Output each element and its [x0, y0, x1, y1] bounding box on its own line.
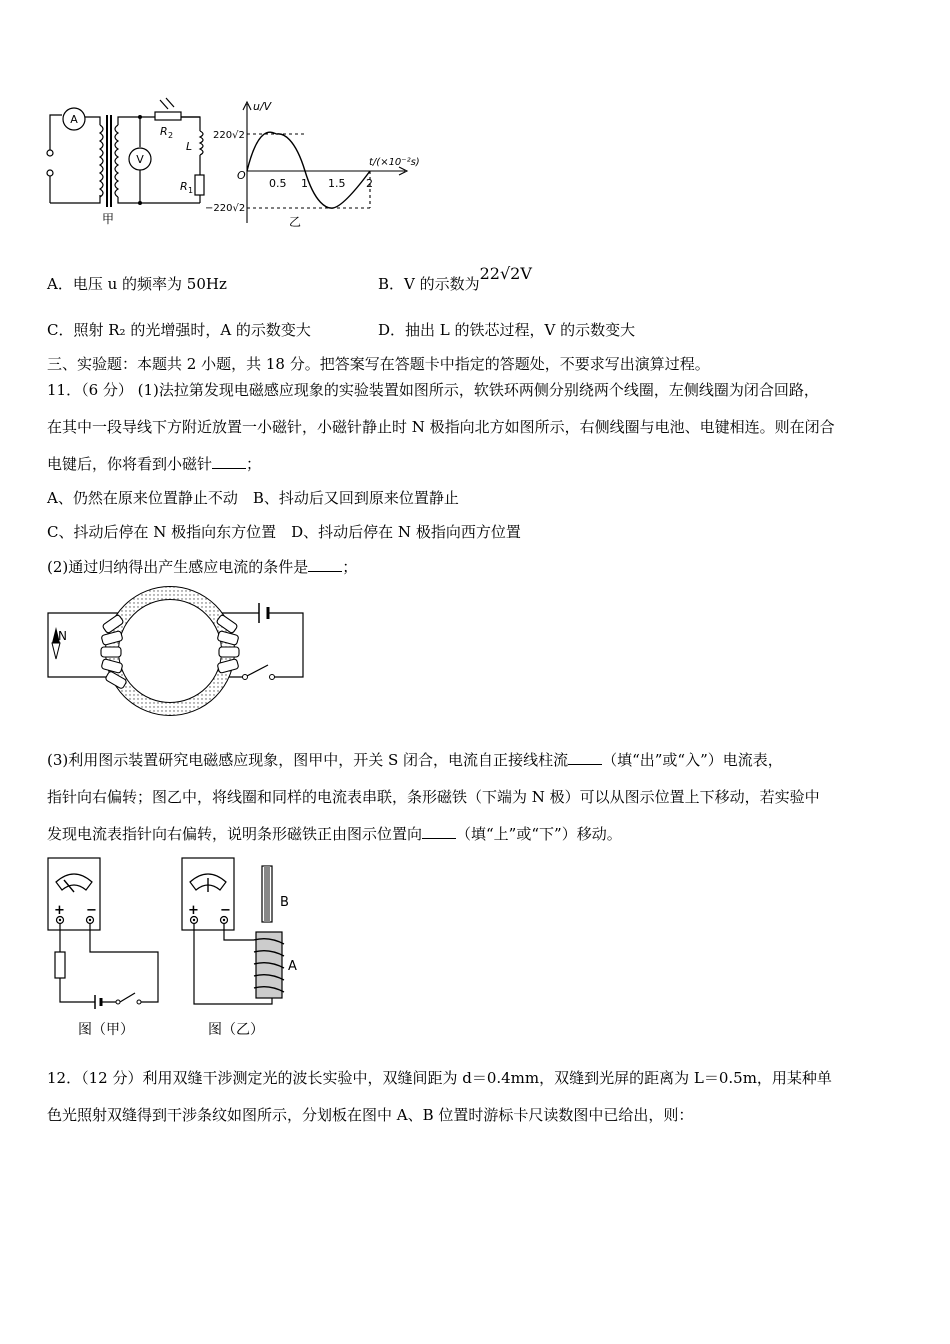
option-b-prefix: B．V 的示数为	[378, 275, 480, 293]
q11-part-3-line-3-text: 发现电流表指针向右偏转，说明条形磁铁正由图示位置向	[47, 825, 423, 843]
r1-sub: 1	[188, 186, 194, 195]
answer-blank-4[interactable]	[422, 824, 456, 839]
q11-options-cd: C、抖动后停在 N 极指向东方位置 D、抖动后停在 N 极指向西方位置	[47, 523, 521, 541]
q11-part-3-line-1-text: (3)利用图示装置研究电磁感应现象，图甲中，开关 S 闭合，电流自正接线柱流	[47, 751, 569, 769]
option-d: D．抽出 L 的铁芯过程，V 的示数变大	[378, 321, 636, 339]
answer-blank-2[interactable]	[308, 557, 342, 572]
plus-terminal-jia: +	[54, 903, 65, 918]
q11-part-3-line-1-end: （填“出”或“入”）电流表，	[602, 751, 783, 769]
needle-n-label: N	[58, 629, 67, 643]
tick-2: 2	[366, 177, 373, 190]
tick-1: 1	[301, 177, 308, 190]
t-axis-label: t/(×10⁻²s)	[369, 157, 420, 168]
q11-part-2-text: (2)通过归纳得出产生感应电流的条件是	[47, 558, 309, 576]
r2-sub: 2	[168, 131, 174, 140]
q11-line-1: 11．（6 分） (1)法拉第发现电磁感应现象的实验装置如图所示，软铁环两侧分别绕两个线圈，左侧线圈为闭合回路，	[47, 381, 819, 399]
figure-jia-label: 图（甲）	[78, 1022, 134, 1038]
q11-line-3-end: ；	[246, 455, 262, 473]
tick-0-5: 0.5	[269, 177, 287, 190]
q11-part-3-line-1	[47, 750, 783, 770]
q11-part-3-line-2: 指针向右偏转；图乙中，将线圈和同样的电流表串联，条形磁铁（下端为 N 极）可以从图示位置上下移动，若实验中	[47, 788, 820, 806]
q12-line-2: 色光照射双缝得到干涉条纹如图所示，分划板在图中 A、B 位置时游标卡尺读数图中已给出，则：	[47, 1106, 694, 1124]
q11-part-2-end: ；	[342, 558, 358, 576]
coil-label-a: A	[288, 959, 297, 974]
figure-yi-label: 图（乙）	[208, 1022, 264, 1038]
q11-options-ab: A、仍然在原来位置静止不动 B、抖动后又回到原来位置静止	[47, 489, 459, 507]
option-b-formula: 22√2V	[479, 264, 532, 283]
origin-label: O	[237, 169, 246, 182]
ymin-label: −220√2	[205, 203, 246, 214]
answer-blank-1[interactable]	[212, 454, 246, 469]
q11-part-2	[47, 557, 357, 577]
voltmeter-label: V	[136, 153, 144, 166]
option-b	[378, 264, 532, 294]
inductor-label: L	[186, 140, 193, 153]
r1-label: R	[180, 180, 188, 193]
magnet-label-b: B	[280, 895, 289, 910]
figure-jia-caption: 甲	[101, 212, 115, 226]
voltage-graph-yi	[205, 98, 440, 233]
ymax-label: 220√2	[213, 130, 245, 141]
section-3-heading: 三、实验题：本题共 2 小题，共 18 分。把答案写在答题卡中指定的答题处，不要求写出演算过程。	[47, 355, 710, 373]
q11-line-3-text: 电键后，你将看到小磁针	[47, 455, 213, 473]
q11-part-3-line-3-end: （填“上”或“下”）移动。	[456, 825, 622, 843]
figure-yi-caption: 乙	[288, 215, 302, 229]
q11-line-2: 在其中一段导线下方附近放置一小磁针，小磁针静止时 N 极指向北方如图所示，右侧线圈与电池、电键相连。则在闭合	[47, 418, 835, 436]
tick-1-5: 1.5	[328, 177, 346, 190]
plus-terminal-yi: +	[188, 903, 199, 918]
q12-line-1: 12．（12 分）利用双缝干涉测定光的波长实验中，双缝间距为 d＝0.4mm，双缝到光屏的距离为 L＝0.5m，用某种单	[47, 1069, 832, 1087]
ammeter-label: A	[70, 113, 78, 126]
option-a: A．电压 u 的频率为 50Hz	[47, 275, 227, 293]
faraday-ring-figure	[40, 585, 315, 720]
option-c: C．照射 R₂ 的光增强时，A 的示数变大	[47, 321, 311, 339]
minus-terminal-jia: −	[86, 903, 97, 918]
q11-line-3	[47, 454, 261, 474]
q11-part-3-line-3	[47, 824, 622, 844]
circuit-figure-jia	[40, 95, 220, 230]
ammeter-figures	[40, 852, 320, 1042]
minus-terminal-yi: −	[220, 903, 231, 918]
r2-label: R	[160, 125, 168, 138]
answer-blank-3[interactable]	[568, 750, 602, 765]
u-axis-label: u/V	[253, 100, 272, 113]
